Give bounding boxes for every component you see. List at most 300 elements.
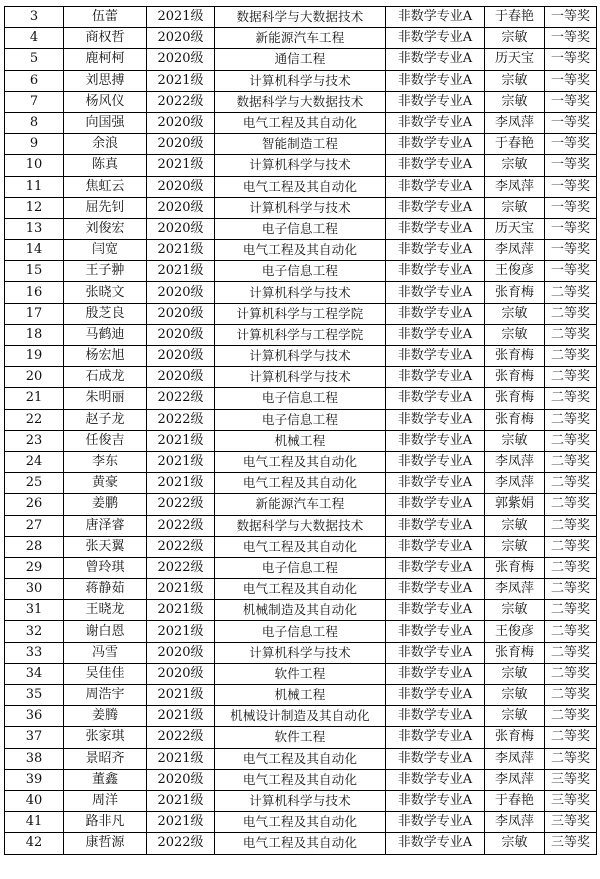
grade-cell: 2021级 — [147, 790, 215, 811]
row-number-cell: 16 — [5, 282, 64, 303]
student-name-cell: 伍蕾 — [64, 7, 147, 28]
group-cell: 非数学专业A — [386, 197, 485, 218]
award-level-cell: 二等奖 — [545, 663, 597, 684]
major-cell: 新能源汽车工程 — [215, 494, 386, 515]
advisor-cell: 宗敏 — [485, 706, 545, 727]
award-level-cell: 一等奖 — [545, 7, 597, 28]
award-level-cell: 二等奖 — [545, 282, 597, 303]
student-name-cell: 冯雪 — [64, 642, 147, 663]
award-level-cell: 二等奖 — [545, 600, 597, 621]
major-cell: 机械工程 — [215, 430, 386, 451]
student-name-cell: 路非凡 — [64, 812, 147, 833]
award-level-cell: 二等奖 — [545, 451, 597, 472]
student-name-cell: 谢白恩 — [64, 621, 147, 642]
student-name-cell: 石成龙 — [64, 367, 147, 388]
major-cell: 智能制造工程 — [215, 134, 386, 155]
student-name-cell: 张晓文 — [64, 282, 147, 303]
table-row — [5, 282, 597, 303]
grade-cell: 2020级 — [147, 282, 215, 303]
major-cell: 计算机科学与技术 — [215, 367, 386, 388]
grade-cell: 2020级 — [147, 324, 215, 345]
table-row — [5, 579, 597, 600]
advisor-cell: 宗敏 — [485, 536, 545, 557]
award-level-cell: 二等奖 — [545, 579, 597, 600]
advisor-cell: 张育梅 — [485, 388, 545, 409]
student-name-cell: 李东 — [64, 451, 147, 472]
award-level-cell: 一等奖 — [545, 197, 597, 218]
student-name-cell: 董鑫 — [64, 769, 147, 790]
grade-cell: 2022级 — [147, 833, 215, 854]
row-number-cell: 11 — [5, 176, 64, 197]
award-level-cell: 二等奖 — [545, 324, 597, 345]
award-level-cell: 一等奖 — [545, 218, 597, 239]
student-name-cell: 陈真 — [64, 155, 147, 176]
row-number-cell: 4 — [5, 28, 64, 49]
award-level-cell: 二等奖 — [545, 346, 597, 367]
major-cell: 通信工程 — [215, 49, 386, 70]
table-row — [5, 451, 597, 472]
student-name-cell: 刘思搏 — [64, 70, 147, 91]
table-row — [5, 28, 597, 49]
grade-cell: 2021级 — [147, 812, 215, 833]
major-cell: 电子信息工程 — [215, 621, 386, 642]
advisor-cell: 李凤萍 — [485, 812, 545, 833]
group-cell: 非数学专业A — [386, 91, 485, 112]
advisor-cell: 宗敏 — [485, 833, 545, 854]
group-cell: 非数学专业A — [386, 579, 485, 600]
row-number-cell: 38 — [5, 748, 64, 769]
table-row — [5, 748, 597, 769]
group-cell: 非数学专业A — [386, 218, 485, 239]
student-name-cell: 余浪 — [64, 134, 147, 155]
student-name-cell: 黄豪 — [64, 473, 147, 494]
major-cell: 计算机科学与工程学院 — [215, 303, 386, 324]
group-cell: 非数学专业A — [386, 346, 485, 367]
table-row — [5, 112, 597, 133]
grade-cell: 2021级 — [147, 7, 215, 28]
major-cell: 软件工程 — [215, 663, 386, 684]
table-row — [5, 642, 597, 663]
major-cell: 机械工程 — [215, 685, 386, 706]
group-cell: 非数学专业A — [386, 473, 485, 494]
group-cell: 非数学专业A — [386, 706, 485, 727]
advisor-cell: 李凤萍 — [485, 176, 545, 197]
group-cell: 非数学专业A — [386, 430, 485, 451]
grade-cell: 2020级 — [147, 176, 215, 197]
student-name-cell: 姜鹏 — [64, 494, 147, 515]
table-row — [5, 261, 597, 282]
student-name-cell: 杨风仪 — [64, 91, 147, 112]
major-cell: 数据科学与大数据技术 — [215, 91, 386, 112]
advisor-cell: 宗敏 — [485, 663, 545, 684]
table-row — [5, 176, 597, 197]
advisor-cell: 宗敏 — [485, 28, 545, 49]
grade-cell: 2020级 — [147, 346, 215, 367]
major-cell: 机械制造及其自动化 — [215, 600, 386, 621]
major-cell: 电气工程及其自动化 — [215, 833, 386, 854]
award-level-cell: 二等奖 — [545, 430, 597, 451]
advisor-cell: 李凤萍 — [485, 473, 545, 494]
award-level-cell: 一等奖 — [545, 176, 597, 197]
grade-cell: 2022级 — [147, 536, 215, 557]
table-row — [5, 49, 597, 70]
advisor-cell: 李凤萍 — [485, 769, 545, 790]
student-name-cell: 刘俊宏 — [64, 218, 147, 239]
row-number-cell: 9 — [5, 134, 64, 155]
student-name-cell: 鹿柯柯 — [64, 49, 147, 70]
table-row — [5, 515, 597, 536]
grade-cell: 2020级 — [147, 642, 215, 663]
table-row — [5, 324, 597, 345]
major-cell: 电子信息工程 — [215, 261, 386, 282]
row-number-cell: 23 — [5, 430, 64, 451]
group-cell: 非数学专业A — [386, 642, 485, 663]
student-name-cell: 景昭齐 — [64, 748, 147, 769]
award-level-cell: 三等奖 — [545, 790, 597, 811]
grade-cell: 2022级 — [147, 557, 215, 578]
award-level-cell: 一等奖 — [545, 70, 597, 91]
major-cell: 电气工程及其自动化 — [215, 176, 386, 197]
row-number-cell: 22 — [5, 409, 64, 430]
table-row — [5, 367, 597, 388]
award-table — [4, 6, 597, 855]
table-row — [5, 494, 597, 515]
award-level-cell: 一等奖 — [545, 240, 597, 261]
student-name-cell: 向国强 — [64, 112, 147, 133]
student-name-cell: 焦虹云 — [64, 176, 147, 197]
group-cell: 非数学专业A — [386, 748, 485, 769]
group-cell: 非数学专业A — [386, 240, 485, 261]
table-row — [5, 621, 597, 642]
grade-cell: 2021级 — [147, 621, 215, 642]
major-cell: 数据科学与大数据技术 — [215, 7, 386, 28]
row-number-cell: 32 — [5, 621, 64, 642]
table-row — [5, 134, 597, 155]
award-level-cell: 一等奖 — [545, 91, 597, 112]
row-number-cell: 7 — [5, 91, 64, 112]
award-level-cell: 一等奖 — [545, 49, 597, 70]
student-name-cell: 殷芝良 — [64, 303, 147, 324]
advisor-cell: 宗敏 — [485, 430, 545, 451]
student-name-cell: 康哲源 — [64, 833, 147, 854]
table-row — [5, 833, 597, 854]
award-level-cell: 二等奖 — [545, 642, 597, 663]
major-cell: 数据科学与大数据技术 — [215, 515, 386, 536]
award-level-cell: 一等奖 — [545, 134, 597, 155]
group-cell: 非数学专业A — [386, 70, 485, 91]
row-number-cell: 15 — [5, 261, 64, 282]
row-number-cell: 37 — [5, 727, 64, 748]
grade-cell: 2022级 — [147, 494, 215, 515]
row-number-cell: 8 — [5, 112, 64, 133]
award-level-cell: 二等奖 — [545, 388, 597, 409]
award-level-cell: 二等奖 — [545, 536, 597, 557]
table-row — [5, 155, 597, 176]
major-cell: 电气工程及其自动化 — [215, 536, 386, 557]
award-table-body — [5, 7, 597, 855]
group-cell: 非数学专业A — [386, 515, 485, 536]
award-level-cell: 二等奖 — [545, 685, 597, 706]
group-cell: 非数学专业A — [386, 812, 485, 833]
student-name-cell: 任俊吉 — [64, 430, 147, 451]
advisor-cell: 张育梅 — [485, 557, 545, 578]
table-row — [5, 706, 597, 727]
grade-cell: 2020级 — [147, 663, 215, 684]
group-cell: 非数学专业A — [386, 600, 485, 621]
grade-cell: 2021级 — [147, 600, 215, 621]
advisor-cell: 张育梅 — [485, 367, 545, 388]
student-name-cell: 姜腾 — [64, 706, 147, 727]
award-level-cell: 一等奖 — [545, 28, 597, 49]
grade-cell: 2021级 — [147, 685, 215, 706]
grade-cell: 2022级 — [147, 515, 215, 536]
table-row — [5, 430, 597, 451]
advisor-cell: 张育梅 — [485, 642, 545, 663]
student-name-cell: 闫宽 — [64, 240, 147, 261]
advisor-cell: 历天宝 — [485, 218, 545, 239]
row-number-cell: 5 — [5, 49, 64, 70]
major-cell: 计算机科学与技术 — [215, 70, 386, 91]
award-level-cell: 三等奖 — [545, 769, 597, 790]
advisor-cell: 宗敏 — [485, 600, 545, 621]
major-cell: 电气工程及其自动化 — [215, 769, 386, 790]
major-cell: 电气工程及其自动化 — [215, 451, 386, 472]
advisor-cell: 李凤萍 — [485, 240, 545, 261]
group-cell: 非数学专业A — [386, 790, 485, 811]
row-number-cell: 18 — [5, 324, 64, 345]
grade-cell: 2020级 — [147, 303, 215, 324]
award-level-cell: 二等奖 — [545, 367, 597, 388]
advisor-cell: 宗敏 — [485, 155, 545, 176]
award-level-cell: 二等奖 — [545, 494, 597, 515]
row-number-cell: 29 — [5, 557, 64, 578]
grade-cell: 2020级 — [147, 112, 215, 133]
group-cell: 非数学专业A — [386, 261, 485, 282]
advisor-cell: 宗敏 — [485, 324, 545, 345]
major-cell: 电气工程及其自动化 — [215, 579, 386, 600]
grade-cell: 2022级 — [147, 91, 215, 112]
major-cell: 电子信息工程 — [215, 218, 386, 239]
major-cell: 电气工程及其自动化 — [215, 812, 386, 833]
advisor-cell: 于春艳 — [485, 134, 545, 155]
row-number-cell: 24 — [5, 451, 64, 472]
student-name-cell: 马鹤迪 — [64, 324, 147, 345]
row-number-cell: 35 — [5, 685, 64, 706]
group-cell: 非数学专业A — [386, 685, 485, 706]
group-cell: 非数学专业A — [386, 28, 485, 49]
row-number-cell: 40 — [5, 790, 64, 811]
advisor-cell: 宗敏 — [485, 197, 545, 218]
advisor-cell: 张育梅 — [485, 409, 545, 430]
award-level-cell: 二等奖 — [545, 621, 597, 642]
group-cell: 非数学专业A — [386, 494, 485, 515]
row-number-cell: 26 — [5, 494, 64, 515]
table-row — [5, 197, 597, 218]
table-row — [5, 218, 597, 239]
student-name-cell: 曾玲琪 — [64, 557, 147, 578]
group-cell: 非数学专业A — [386, 7, 485, 28]
table-row — [5, 346, 597, 367]
row-number-cell: 10 — [5, 155, 64, 176]
group-cell: 非数学专业A — [386, 451, 485, 472]
student-name-cell: 王晓龙 — [64, 600, 147, 621]
group-cell: 非数学专业A — [386, 663, 485, 684]
table-row — [5, 303, 597, 324]
row-number-cell: 36 — [5, 706, 64, 727]
row-number-cell: 13 — [5, 218, 64, 239]
major-cell: 电子信息工程 — [215, 557, 386, 578]
row-number-cell: 34 — [5, 663, 64, 684]
grade-cell: 2021级 — [147, 155, 215, 176]
student-name-cell: 张家琪 — [64, 727, 147, 748]
major-cell: 电气工程及其自动化 — [215, 240, 386, 261]
table-row — [5, 473, 597, 494]
major-cell: 计算机科学与工程学院 — [215, 324, 386, 345]
grade-cell: 2020级 — [147, 367, 215, 388]
major-cell: 计算机科学与技术 — [215, 346, 386, 367]
award-level-cell: 二等奖 — [545, 727, 597, 748]
grade-cell: 2021级 — [147, 70, 215, 91]
table-row — [5, 790, 597, 811]
student-name-cell: 周浩宇 — [64, 685, 147, 706]
advisor-cell: 王俊彦 — [485, 261, 545, 282]
student-name-cell: 周洋 — [64, 790, 147, 811]
advisor-cell: 张育梅 — [485, 346, 545, 367]
award-level-cell: 三等奖 — [545, 833, 597, 854]
advisor-cell: 宗敏 — [485, 515, 545, 536]
group-cell: 非数学专业A — [386, 134, 485, 155]
row-number-cell: 33 — [5, 642, 64, 663]
row-number-cell: 12 — [5, 197, 64, 218]
group-cell: 非数学专业A — [386, 409, 485, 430]
row-number-cell: 41 — [5, 812, 64, 833]
group-cell: 非数学专业A — [386, 727, 485, 748]
advisor-cell: 历天宝 — [485, 49, 545, 70]
row-number-cell: 30 — [5, 579, 64, 600]
row-number-cell: 19 — [5, 346, 64, 367]
group-cell: 非数学专业A — [386, 769, 485, 790]
student-name-cell: 吴佳佳 — [64, 663, 147, 684]
major-cell: 电子信息工程 — [215, 409, 386, 430]
grade-cell: 2020级 — [147, 134, 215, 155]
advisor-cell: 王俊彦 — [485, 621, 545, 642]
row-number-cell: 42 — [5, 833, 64, 854]
advisor-cell: 李凤萍 — [485, 579, 545, 600]
group-cell: 非数学专业A — [386, 621, 485, 642]
student-name-cell: 张天翼 — [64, 536, 147, 557]
row-number-cell: 21 — [5, 388, 64, 409]
table-row — [5, 769, 597, 790]
student-name-cell: 赵子龙 — [64, 409, 147, 430]
group-cell: 非数学专业A — [386, 557, 485, 578]
award-level-cell: 三等奖 — [545, 812, 597, 833]
award-level-cell: 二等奖 — [545, 409, 597, 430]
student-name-cell: 商权哲 — [64, 28, 147, 49]
advisor-cell: 李凤萍 — [485, 451, 545, 472]
award-level-cell: 二等奖 — [545, 473, 597, 494]
advisor-cell: 宗敏 — [485, 91, 545, 112]
major-cell: 计算机科学与技术 — [215, 790, 386, 811]
row-number-cell: 14 — [5, 240, 64, 261]
grade-cell: 2020级 — [147, 769, 215, 790]
major-cell: 电气工程及其自动化 — [215, 748, 386, 769]
table-row — [5, 409, 597, 430]
grade-cell: 2020级 — [147, 28, 215, 49]
table-row — [5, 727, 597, 748]
student-name-cell: 朱明丽 — [64, 388, 147, 409]
grade-cell: 2020级 — [147, 218, 215, 239]
grade-cell: 2020级 — [147, 49, 215, 70]
student-name-cell: 屈先钊 — [64, 197, 147, 218]
table-row — [5, 812, 597, 833]
advisor-cell: 宗敏 — [485, 303, 545, 324]
group-cell: 非数学专业A — [386, 536, 485, 557]
table-row — [5, 557, 597, 578]
grade-cell: 2022级 — [147, 727, 215, 748]
grade-cell: 2020级 — [147, 197, 215, 218]
group-cell: 非数学专业A — [386, 324, 485, 345]
major-cell: 电子信息工程 — [215, 388, 386, 409]
award-level-cell: 二等奖 — [545, 557, 597, 578]
group-cell: 非数学专业A — [386, 112, 485, 133]
grade-cell: 2021级 — [147, 473, 215, 494]
row-number-cell: 3 — [5, 7, 64, 28]
award-level-cell: 二等奖 — [545, 706, 597, 727]
table-row — [5, 685, 597, 706]
row-number-cell: 20 — [5, 367, 64, 388]
grade-cell: 2022级 — [147, 409, 215, 430]
grade-cell: 2021级 — [147, 748, 215, 769]
advisor-cell: 张育梅 — [485, 727, 545, 748]
grade-cell: 2021级 — [147, 451, 215, 472]
group-cell: 非数学专业A — [386, 388, 485, 409]
student-name-cell: 王子翀 — [64, 261, 147, 282]
major-cell: 计算机科学与技术 — [215, 155, 386, 176]
row-number-cell: 31 — [5, 600, 64, 621]
group-cell: 非数学专业A — [386, 367, 485, 388]
award-level-cell: 二等奖 — [545, 748, 597, 769]
grade-cell: 2021级 — [147, 579, 215, 600]
student-name-cell: 杨宏旭 — [64, 346, 147, 367]
advisor-cell: 李凤萍 — [485, 112, 545, 133]
major-cell: 电气工程及其自动化 — [215, 473, 386, 494]
award-level-cell: 二等奖 — [545, 515, 597, 536]
award-level-cell: 一等奖 — [545, 112, 597, 133]
table-row — [5, 600, 597, 621]
row-number-cell: 17 — [5, 303, 64, 324]
award-list-sheet — [4, 6, 596, 855]
row-number-cell: 39 — [5, 769, 64, 790]
table-row — [5, 240, 597, 261]
group-cell: 非数学专业A — [386, 155, 485, 176]
table-row — [5, 536, 597, 557]
group-cell: 非数学专业A — [386, 176, 485, 197]
row-number-cell: 28 — [5, 536, 64, 557]
table-row — [5, 91, 597, 112]
group-cell: 非数学专业A — [386, 303, 485, 324]
major-cell: 软件工程 — [215, 727, 386, 748]
advisor-cell: 于春艳 — [485, 790, 545, 811]
advisor-cell: 张育梅 — [485, 282, 545, 303]
row-number-cell: 25 — [5, 473, 64, 494]
advisor-cell: 郭紫娟 — [485, 494, 545, 515]
table-row — [5, 388, 597, 409]
grade-cell: 2022级 — [147, 388, 215, 409]
grade-cell: 2021级 — [147, 240, 215, 261]
major-cell: 机械设计制造及其自动化 — [215, 706, 386, 727]
table-row — [5, 7, 597, 28]
major-cell: 新能源汽车工程 — [215, 28, 386, 49]
